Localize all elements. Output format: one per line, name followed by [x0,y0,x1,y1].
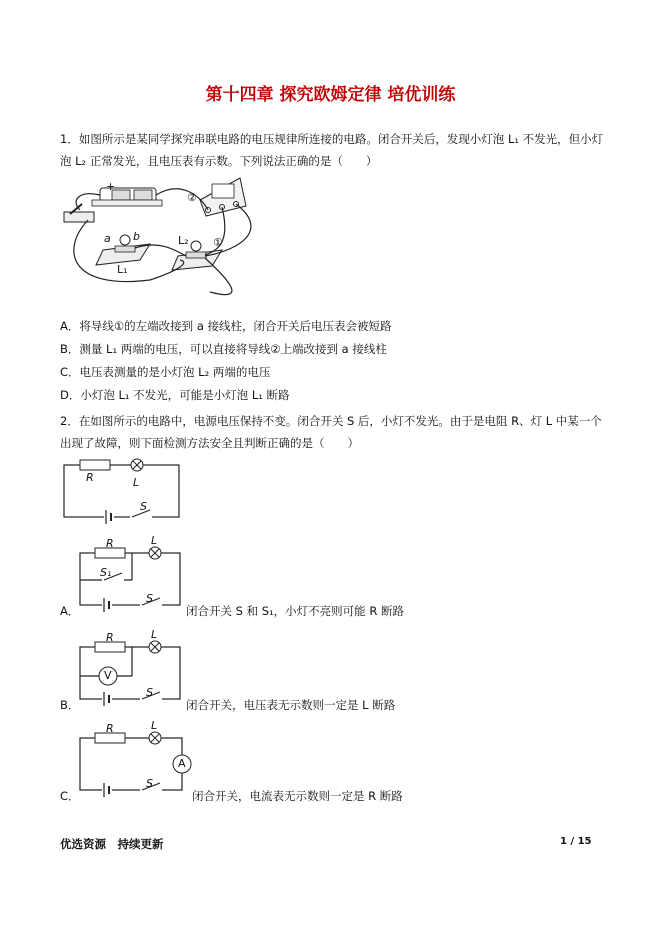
q2-label-r: R [86,471,94,484]
qc-label-r: R [106,722,114,735]
fig1-label-l2: L₂ [178,234,189,247]
q1-option-b: B．测量 L₁ 两端的电压，可以直接将导线②上端改接到 a 接线柱 [60,342,387,356]
q2-option-c-caption: 闭合开关，电流表无示数则一定是 R 断路 [192,789,403,803]
qc-label-l: L [151,719,158,732]
q1-option-a: A．将导线①的左端改接到 a 接线柱，闭合开关后电压表会被短路 [60,319,392,333]
q1-option-d: D．小灯泡 L₁ 不发光，可能是小灯泡 L₁ 断路 [60,388,290,402]
question-1-stem: 1．如图所示是某同学探究串联电路的电压规律所连接的电路。闭合开关后，发现小灯泡 L₁ 不发光，但小灯泡 L₂ 正常发光，且电压表有示数。下列说法正确的是（ ） [60,132,604,168]
fig1-label-c1: ① [213,236,223,249]
qa-label-s1: S₁ [100,566,112,579]
fig1-label-a: a [104,232,111,245]
q2-label-l: L [133,476,140,489]
q1-option-c: C．电压表测量的是小灯泡 L₂ 两端的电压 [60,365,271,379]
qa-label-r: R [106,537,114,550]
fig1-label-plus: + [106,180,116,193]
fig1-label-l1: L₁ [117,263,128,276]
qc-label-s: S [146,777,153,790]
qb-voltmeter-symbol: V [104,669,112,682]
page-number: 1 / 15 [560,836,592,847]
qb-label-l: L [151,628,158,641]
footer-slogan: 优选资源 持续更新 [60,837,164,851]
q2-option-a-caption: 闭合开关 S 和 S₁，小灯不亮则可能 R 断路 [186,604,404,618]
q2-option-a-letter: A． [60,604,80,618]
fig1-label-c2: ② [187,191,197,204]
page-title: 第十四章 探究欧姆定律 培优训练 [205,85,456,105]
qa-label-l: L [151,534,158,547]
q2-option-c-letter: C． [60,789,80,803]
q2-option-b-caption: 闭合开关，电压表无示数则一定是 L 断路 [186,698,396,712]
q2-option-b-letter: B． [60,698,80,712]
question-2-stem: 2．在如图所示的电路中，电源电压保持不变。闭合开关 S 后，小灯不发光。由于是电阻 R、灯 L 中某一个出现了故障，则下面检测方法安全且判断正确的是（ ） [60,414,602,450]
qb-label-s: S [146,686,153,699]
qb-label-r: R [106,631,114,644]
fig1-label-b: b [133,230,140,243]
q2-label-s: S [140,500,147,513]
qa-label-s: S [146,592,153,605]
qc-ammeter-symbol: A [178,757,186,770]
